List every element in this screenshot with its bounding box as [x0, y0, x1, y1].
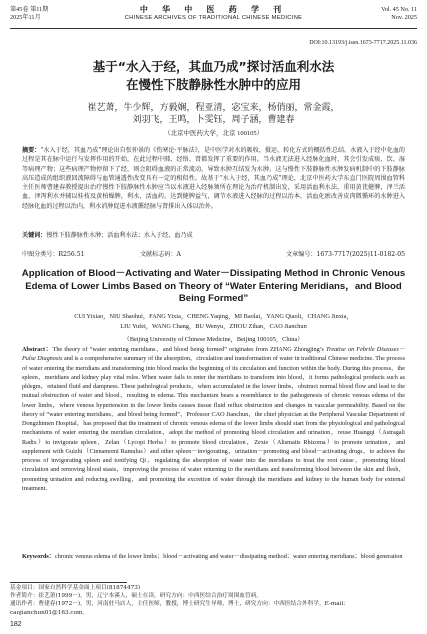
author-list-cn-line1: 崔艺萧，牛少辉，方毅娴，程亚清，宓宝来，杨俏丽，常金霞，	[87, 103, 340, 113]
affiliation-en: （Beijing University of Chinese Medicine，Beijing 100105，China）	[123, 336, 304, 343]
article-number: 文章编号：1673-7717(2025)11-0182-05	[286, 251, 405, 258]
paper-title-cn	[0, 58, 427, 94]
journal-name-cn: 中 华 中 医 药 学 刊	[139, 5, 288, 14]
volume-issue-en: Vol. 45 No. 11	[381, 6, 417, 13]
abstract-cn	[22, 146, 405, 211]
keywords-en-label: Keywords：	[22, 553, 55, 560]
abstract-en-book-title: Treatise on Febrile Diseases－Pulse Diagnosis	[22, 346, 405, 363]
footnote-corresponding-author: 通讯作者：曹建春(1972－)，男，河南驻马店人，主任医师，教授，博士研究生导师，博士，研究方向：中西医结合外科学。E-mail：caojianchun01@163.com。	[10, 601, 349, 616]
abstract-en-text-2: and is a comprehensive summary of the absorption，circulation and transformation of water in traditional Chinese medicine. The process of water entering the meridians and transforming into blood marks the beginning of its circulation and function within the body. During this process，the spleen，meridians and kidney play vital roles. When water fails to enter the meridians to transform into blood，it forms pathological products such as phlegm，retained fluid and dampness. These pathological products，when accumulated in the lower limbs，obstruct normal blood flow and lead to the mutual obstruction of water and blood，resulting in edema. This mechanism bears a resemblance to the pathogenesis of chronic venous edema of the lower limbs，where venous hypertension in the lower limbs causes tissue fluid reflux obstruction and changes in vascular permeability. Based on the theory of “water entering meridians，and blood being formed”，Professor CAO Jianchun，the chief physician at the Peripheral Vascular Department of Dongzhimen Hospital，has proposed that the treatment of chronic venous edema of the lower limbs should start from the physiological and pathological mechanisms of water entering the meridian circulation，adopt the method of promoting blood circulation and urination，reuse Huangqi（Astragali Radix）to invigorate spleen，Zelan（Lycopi Herba）to promote blood circulation，Zexie（Alismatis Rhizoma）to promote urination，and supplement with Guizhi（Cinnamomi Ramulus）and other spleen－invigorating，urination－promoting and blood－activating drugs，to achieve the process of invigorating spleen and tonifying Qi，regulating the absorption of water into the meridians to treat the root cause，promoting blood circulation and removing blood stasis，improving the process of water returning to the meridians and transforming blood between the skin and flesh，promoting urination and reducing swelling，and promoting the excretion of water through the meridians and kidney to the human body for external treatment.	[22, 355, 405, 492]
keywords-cn-label: 关键词：	[22, 232, 47, 239]
keywords-cn-text: 慢性下肢静脉性水肿；活血利水法；水入于经，血乃成	[46, 232, 193, 239]
page-number: 182	[10, 621, 22, 628]
journal-name-en: CHINESE ARCHIVES OF TRADITIONAL CHINESE MEDICINE	[124, 15, 303, 21]
abstract-cn-label: 摘要：	[22, 147, 41, 154]
doi[interactable]: DOI:10.13193/j.issn.1673-7717.2025.11.036	[309, 40, 417, 46]
volume-issue-cn: 第45卷 第11期	[10, 6, 49, 13]
header-journal	[10, 6, 417, 22]
paper-title-cn-line1: 基于“水入于经，其血乃成”探讨活血利水法	[92, 59, 335, 74]
keywords-en	[22, 552, 405, 561]
date-en: Nov. 2025	[391, 14, 417, 21]
abstract-en-label: Abstract：	[22, 346, 53, 353]
footnote-fund: 基金项目：国家自然科学基金面上项目(81874473)	[10, 585, 141, 591]
author-list-cn-line2: 刘羽飞，王鸣，卜雯钰，周子涵，曹建春	[132, 115, 295, 125]
keywords-en-text: chronic venous edema of the lower limbs；blood－activating and water－dissipating method；water entering meridians；blood generation	[55, 553, 403, 560]
abstract-en-text-1: The theory of “water entering meridians，and blood being formed” originates from ZHANG Zhongjing’s	[52, 346, 327, 353]
affiliation-cn: （北京中医药大学，北京 100105）	[163, 130, 264, 137]
clc-number: 中图分类号：R256.51	[22, 251, 85, 258]
document-code: 文献标志码：A	[140, 251, 181, 258]
author-list-cn	[0, 102, 427, 126]
footnotes	[10, 584, 417, 617]
footnote-first-author: 作者简介：崔艺萧(1999－)，男，辽宁本溪人，硕士在读，研究方向：中西医结合治疗周围血管病。	[10, 593, 263, 600]
author-list-en-line2: LIU Yufei，WANG Chang，BU Wenyu，ZHOU Zihan，CAO Jianchun	[120, 322, 307, 330]
abstract-cn-text: “水入于经，其血乃成”理论出自张仲景的《伤寒论·平脉法》，是中医学对水的吸收、摄运、转化方式的概括性总结。水液入于经中化血的过程是其在脉中运行与发挥作用的开始，在此过程中肺、经络、肾都发挥了重要的作用。当水液无法进入经脉化血时，其会引发成痰、饮、湿等病理产物；这些病理产物停留下了经，则会阻碍血液的正常流动，导致水肿互结发为水肿。这与慢性下肢静脉性水肿发病机制中的下肢静脉高压造成的组织液回流障碍与血管通透性改变具有一定的相似性。故基于“水入于经，其血乃成”理论，北京中医药大学东直门医院周围血管科主任医师曹建春教授提出治疗慢性下肢静脉性水肿应当以水液进入经脉须所在理论为治疗机制出发，采用活血利水法，重用黄芪健脾，泽兰活血，泽泻利水并辅以桂枝及黄柏燥脾，利水，活血药。达到健脾益气，调节水液进入经脉的过程以治本，活血化瘀改善皮肉微循环的水肿进入经脉化血的过程以治内，利水消肿促进水液循经脉与肾排出入体以治外。	[22, 147, 406, 210]
abstract-en	[22, 345, 405, 493]
header-rule	[10, 28, 417, 29]
footnote-rule	[10, 582, 127, 583]
author-list-en-line1: CUI Yixiao，NIU Shaohui，FANG Yixia，CHENG Yaqing，MI Baolai，YANG Qiaoli，CHANG Jinxia，	[74, 313, 353, 320]
keywords-cn	[22, 231, 405, 240]
date-cn: 2025年11月	[10, 14, 41, 21]
paper-title-en: Application of Blood－Activating and Water－Dissipating Method in Chronic Venous Edema of Lower Limbs Based on Theory of “Water Entering Meridians，and Blood Being Formed”	[21, 268, 406, 304]
author-list-en	[14, 312, 413, 331]
header-right	[381, 6, 417, 22]
paper-title-cn-line2: 在慢性下肢静脉性水肿中的应用	[125, 77, 301, 92]
